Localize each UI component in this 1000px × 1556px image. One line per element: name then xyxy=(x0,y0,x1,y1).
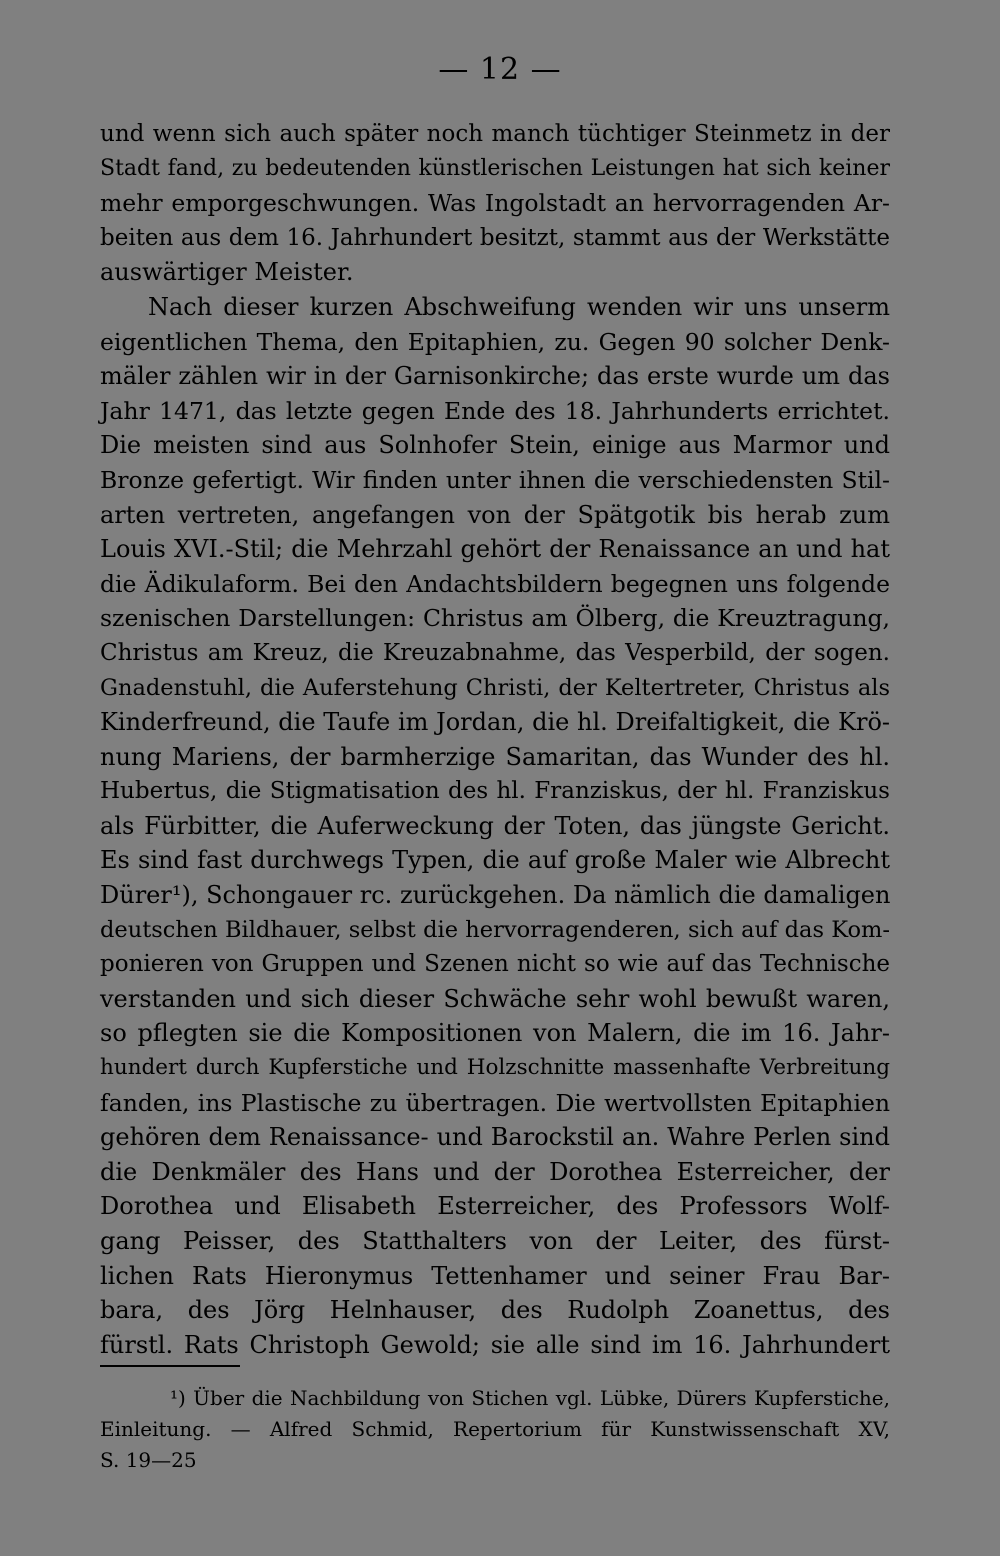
text-line: mäler zählen wir in der Garnisonkirche; das erste wurde um das xyxy=(100,362,890,391)
text-line: beiten aus dem 16. Jahrhundert besitzt, stammt aus der Werkstätte xyxy=(100,224,890,251)
body-text xyxy=(100,117,890,1362)
text-line: Nach dieser kurzen Abschweifung wenden wir uns unserm xyxy=(148,292,890,321)
text-line: Dorothea und Elisabeth Esterreicher, des Professors Wolf- xyxy=(100,1192,890,1221)
text-line: Bronze gefertigt. Wir finden unter ihnen die verschiedensten Stil- xyxy=(100,465,890,494)
text-line: die Denkmäler des Hans und der Dorothea Esterreicher, der xyxy=(100,1157,890,1186)
text-line: und wenn sich auch später noch manch tüchtiger Steinmetz in der xyxy=(100,121,890,147)
text-line: Kinderfreund, die Taufe im Jordan, die hl. Dreifaltigkeit, die Krö- xyxy=(100,708,890,737)
footnote-line: ¹) Über die Nachbildung von Stichen vgl. Lübke, Dürers Kupferstiche, xyxy=(170,1386,890,1410)
text-line: Gnadenstuhl, die Auferstehung Christi, der Keltertreter, Christus als xyxy=(100,674,890,701)
text-line: als Fürbitter, die Auferweckung der Toten, das jüngste Gericht. xyxy=(100,811,890,840)
footnote-line: Einleitung. — Alfred Schmid, Repertorium für Kunstwissenschaft XV, xyxy=(100,1417,890,1441)
text-line: gang Peisser, des Statthalters von der Leiter, des fürst- xyxy=(100,1227,890,1255)
text-line: so pflegten sie die Kompositionen von Malern, die im 16. Jahr- xyxy=(100,1019,890,1048)
text-line: arten vertreten, angefangen von der Spätgotik bis herab zum xyxy=(100,500,890,529)
text-line: die Ädikulaform. Bei den Andachtsbildern begegnen uns folgende xyxy=(100,569,890,598)
text-line: mehr emporgeschwungen. Was Ingolstadt an hervorragenden Ar- xyxy=(100,189,890,218)
text-line: auswärtiger Meister. xyxy=(100,258,354,287)
footnote-line: S. 19—25 xyxy=(100,1448,197,1472)
text-line: hundert durch Kupferstiche und Holzschnitte massenhafte Verbreitung xyxy=(100,1055,890,1081)
text-line: lichen Rats Hieronymus Tettenhamer und seiner Frau Bar- xyxy=(100,1261,890,1290)
text-line: bara, des Jörg Helnhauser, des Rudolph Zoanettus, des xyxy=(100,1296,890,1325)
text-line: Jahr 1471, das letzte gegen Ende des 18. Jahrhunderts errichtet. xyxy=(100,396,890,425)
text-line: Hubertus, die Stigmatisation des hl. Franziskus, der hl. Franziskus xyxy=(100,778,890,805)
text-line: Stadt fand, zu bedeutenden künstlerischen Leistungen hat sich keiner xyxy=(100,155,890,181)
text-line: Louis XVI.-Stil; die Mehrzahl gehört der Renaissance an und hat xyxy=(100,535,890,564)
text-line: Dürer¹), Schongauer rc. zurückgehen. Da nämlich die damaligen xyxy=(100,881,891,910)
text-line: ponieren von Gruppen und Szenen nicht so wie auf das Technische xyxy=(100,951,890,978)
text-line: eigentlichen Thema, den Epitaphien, zu. Gegen 90 solcher Denk- xyxy=(100,327,890,356)
text-line: verstanden und sich dieser Schwäche sehr wohl bewußt waren, xyxy=(100,984,890,1013)
text-line: szenischen Darstellungen: Christus am Ölberg, die Kreuztragung, xyxy=(100,604,890,633)
text-line: nung Mariens, der barmherzige Samaritan, das Wunder des hl. xyxy=(100,742,890,771)
text-line: Es sind fast durchwegs Typen, die auf große Maler wie Albrecht xyxy=(100,846,890,875)
text-line: fürstl. Rats Christoph Gewold; sie alle sind im 16. Jahrhundert xyxy=(100,1330,890,1359)
page-number: — 12 — xyxy=(438,52,562,87)
text-line: gehören dem Renaissance- und Barockstil an. Wahre Perlen sind xyxy=(100,1123,890,1152)
footnote-divider xyxy=(100,1365,240,1367)
text-line: Die meisten sind aus Solnhofer Stein, einige aus Marmor und xyxy=(100,431,890,460)
text-line: fanden, ins Plastische zu übertragen. Die wertvollsten Epitaphien xyxy=(100,1088,890,1117)
text-line: Christus am Kreuz, die Kreuzabnahme, das Vesperbild, der sogen. xyxy=(100,639,890,666)
footnotes xyxy=(100,1383,890,1476)
text-line: deutschen Bildhauer, selbst die hervorragenderen, sich auf das Kom- xyxy=(100,916,890,943)
